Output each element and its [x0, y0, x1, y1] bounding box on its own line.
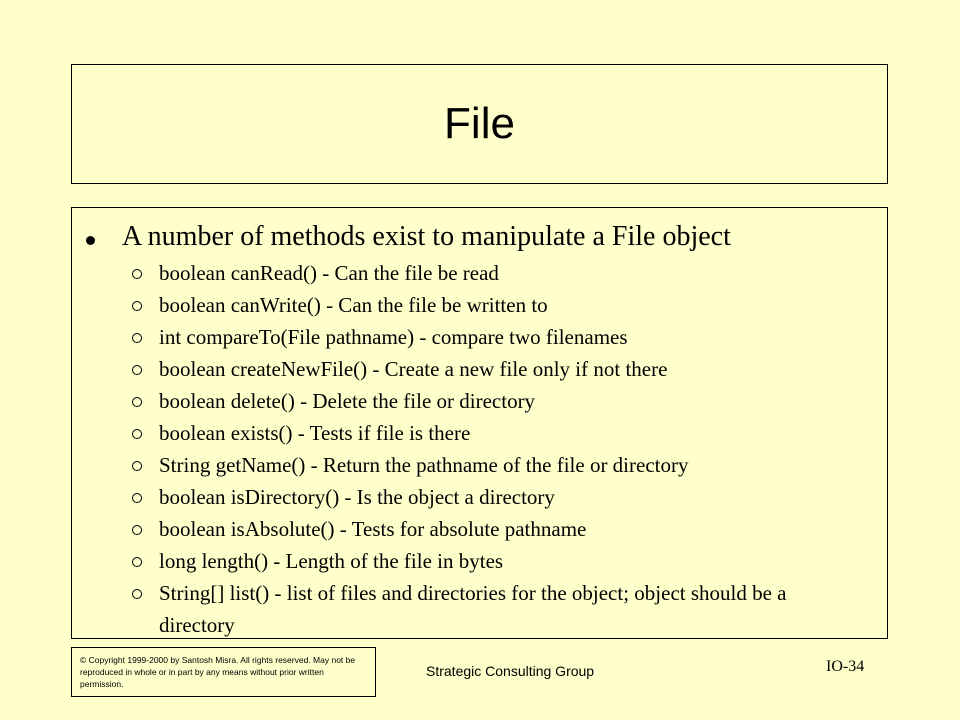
- title-box: [71, 64, 888, 184]
- method-description: long length() - Length of the file in bytes: [159, 549, 504, 573]
- slide-title: File: [444, 99, 515, 148]
- copyright-notice: © Copyright 1999-2000 by Santosh Misra. All rights reserved. May not be reproduced in whole or in part by any means without prior written permission.: [71, 647, 376, 697]
- method-list-item: [132, 385, 852, 417]
- method-list-item: [132, 481, 852, 513]
- method-description: boolean isAbsolute() - Tests for absolute pathname: [159, 517, 587, 541]
- main-bullet-text: A number of methods exist to manipulate a File object: [122, 221, 731, 252]
- content-box: [71, 207, 888, 639]
- method-list-item: [132, 417, 852, 449]
- hollow-circle-bullet-icon: [132, 525, 142, 535]
- hollow-circle-bullet-icon: [132, 269, 142, 279]
- method-description: boolean isDirectory() - Is the object a directory: [159, 485, 555, 509]
- method-list: [132, 257, 852, 641]
- method-list-item: [132, 449, 852, 481]
- method-description: String getName() - Return the pathname of the file or directory: [159, 453, 689, 477]
- method-description: boolean delete() - Delete the file or directory: [159, 389, 536, 413]
- method-description: boolean canWrite() - Can the file be written to: [159, 293, 548, 317]
- hollow-circle-bullet-icon: [132, 397, 142, 407]
- hollow-circle-bullet-icon: [132, 557, 142, 567]
- method-description: boolean exists() - Tests if file is there: [159, 421, 471, 445]
- method-description: boolean createNewFile() - Create a new file only if not there: [159, 357, 668, 381]
- method-description: String[] list() - list of files and directories for the object; object should be a directory: [159, 581, 787, 637]
- hollow-circle-bullet-icon: [132, 589, 142, 599]
- main-bullet: [86, 222, 731, 252]
- hollow-circle-bullet-icon: [132, 461, 142, 471]
- method-list-item: [132, 321, 852, 353]
- hollow-circle-bullet-icon: [132, 301, 142, 311]
- filled-circle-bullet-icon: [86, 236, 95, 245]
- slide-number: IO-34: [826, 658, 865, 675]
- method-description: boolean canRead() - Can the file be read: [159, 261, 499, 285]
- hollow-circle-bullet-icon: [132, 333, 142, 343]
- hollow-circle-bullet-icon: [132, 365, 142, 375]
- hollow-circle-bullet-icon: [132, 429, 142, 439]
- method-description: int compareTo(File pathname) - compare two filenames: [159, 325, 628, 349]
- organization-name: Strategic Consulting Group: [426, 663, 595, 679]
- method-list-item: [132, 289, 852, 321]
- method-list-item: [132, 545, 852, 577]
- method-list-item: [132, 353, 852, 385]
- method-list-item: [132, 577, 852, 641]
- hollow-circle-bullet-icon: [132, 493, 142, 503]
- method-list-item: [132, 257, 852, 289]
- method-list-item: [132, 513, 852, 545]
